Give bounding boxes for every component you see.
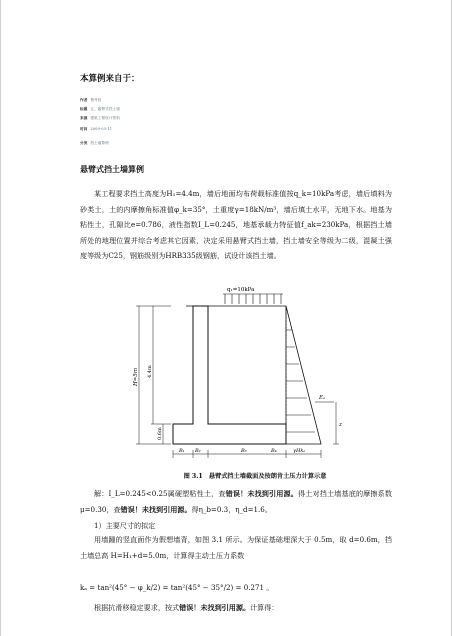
- pressure-base-label: γHkₐ: [293, 448, 306, 454]
- z-label: z: [339, 422, 342, 428]
- load-arrows: [223, 294, 283, 304]
- dim-stem-label: 4.4m: [147, 365, 153, 378]
- ea-label: Eₐ: [319, 395, 326, 401]
- figure-caption: 图 3.1 悬臂式挡土墙截面及按朗肯土压力计算示意: [183, 473, 327, 480]
- meta-line: 作者 鲁丹桂: [80, 98, 102, 102]
- solution-paragraph: 解：I_L=0.245<0.25属硬塑粘性土，查错误！未找到引用源。得土对挡土墙基底的摩擦系数μ=0.30，查错误！未找到引用源。得η_b=0.3，η_d=1.6。: [80, 489, 392, 514]
- sliding-paragraph: 根据抗滑移稳定要求，按式错误！未找到引用源。计算得：: [94, 603, 279, 612]
- reference-error: 错误！未找到引用源。: [225, 489, 299, 498]
- dim-total-label: H=5m: [133, 367, 139, 386]
- meta-line: 时间 2009-03-11: [80, 127, 113, 131]
- problem-paragraph: 某工程要求挡土高度为H₁=4.4m，墙后地面均布荷载标准值按q_k=10kPa考虑，墙后填料为砂类土，土的内摩擦角标准值φ_k=35°，土重度γ=18kN/m³，墙后填土水平，无地下水。地基为粘性土，孔隙比e=0.786，液性指数I_L=0.245，地基承载力特征值f_ak=230kPa，根据挡土墙所处的地理位置并综合考虑其它因素，决定采用悬臂式挡土墙，挡土墙安全等级为二级，混凝土强度等级为C25，钢筋级别为HRB335级钢筋，试设计该挡土墙。: [80, 189, 392, 260]
- pressure-diagram: [286, 306, 321, 444]
- subsection-title: 1）主要尺寸的拟定: [94, 521, 156, 530]
- b2-label: B₂: [195, 448, 201, 454]
- b1-label: B₁: [179, 448, 185, 454]
- meta-line: 来源 建筑工程设计资料: [80, 116, 120, 120]
- dim-base-label: 0.6m: [157, 427, 163, 440]
- reference-error: 错误！未找到引用源。: [120, 504, 192, 514]
- load-label: q₁=10kPa: [227, 287, 255, 293]
- ka-formula: kₐ = tan²(45° − φ_k/2) = tan²(45° − 35°/2) = 0.271 。: [80, 583, 274, 592]
- meta-line: 标题 五、悬臂式挡土墙: [80, 107, 120, 111]
- dimension-paragraph: 用墙踵的竖直面作为假想墙背，如图 3.1 所示。为保证基础埋深大于 0.5m，取 d=0.6m，挡土墙总高 H=H₁+d=5.0m，计算得主动土压力系数: [80, 535, 392, 560]
- b3-label: B₃: [241, 448, 247, 454]
- section-heading: 悬臂式挡土墙算例: [80, 164, 144, 174]
- source-title: 本算例来自于：: [80, 74, 140, 84]
- meta-line: 分类 挡土墙算例: [80, 141, 109, 145]
- b4-label: B₄: [271, 448, 277, 454]
- wall-outline: [173, 306, 286, 444]
- reference-error: 错误！未找到引用源。: [179, 603, 251, 612]
- retaining-wall-figure: [131, 282, 353, 468]
